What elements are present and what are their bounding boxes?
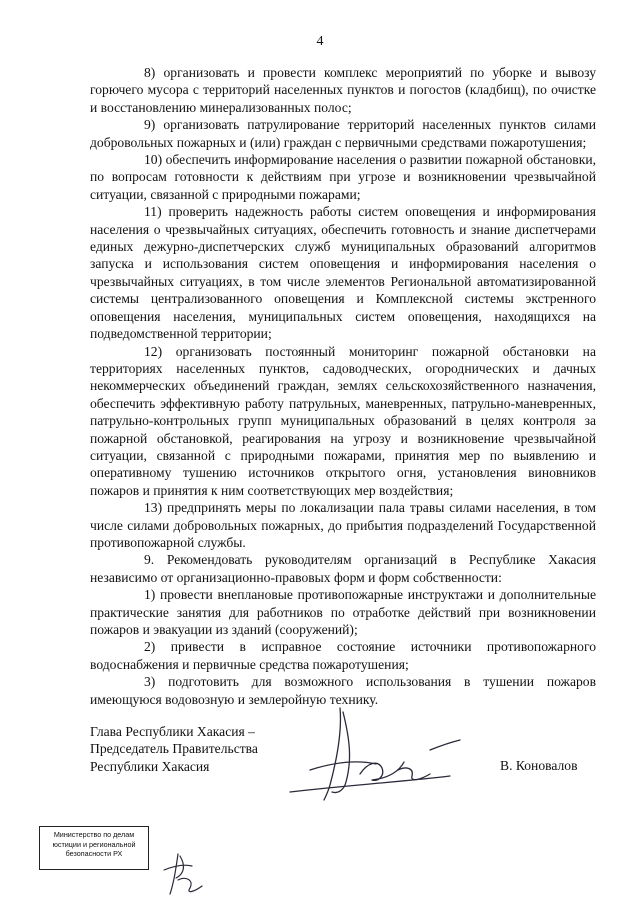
paragraph-item-13: 13) предпринять меры по локализации пала травы силами населения, в том числе силами добровольных пожарных, до прибытия подразделений Государственной противопожарной службы. — [90, 500, 596, 550]
signatory-title-line: Глава Республики Хакасия – — [90, 724, 255, 739]
paragraph-item-9: 9) организовать патрулирование территорий населенных пунктов силами добровольных пожарных и (или) граждан с первичными средствами пожаротушения; — [90, 117, 596, 150]
paragraph-item-12: 12) организовать постоянный мониторинг пожарной обстановки на территориях населенных пунктов, садоводческих, огороднических и дачных некоммерческих объединений граждан, землях сельскохозяйственного назначения, обеспечить эффективную работу патрульных, маневренных, патрульно-маневренных, патрульно-контрольных групп муниципальных образований в целях контроля за пожарной обстановкой, реагирования на угрозу и возникновение чрезвычайной ситуации, связанной с природными пожарами, принятия мер по выявлению и оперативному тушению источников открытого огня, установления виновников пожаров и принятия к ним соответствующих мер воздействия; — [90, 343, 596, 498]
page-number: 4 — [316, 34, 324, 49]
registration-stamp — [39, 826, 149, 870]
document-body — [90, 64, 596, 708]
signatory-name: В. Коновалов — [500, 758, 578, 773]
paragraph-item-10: 10) обеспечить информирование населения о развитии пожарной обстановки, по вопросам готовности к действиям при угрозе и возникновении чрезвычайной ситуации, связанной с природными пожарами; — [90, 152, 596, 202]
signatory-title-line: Председатель Правительства — [90, 741, 258, 757]
paragraph-item-8: 8) организовать и провести комплекс мероприятий по уборке и вывозу горючего мусора с территорий населенных пунктов и погостов (кладбищ), по очистке и восстановлению минерализованных полос; — [90, 65, 596, 115]
paragraph-section-9: 9. Рекомендовать руководителям организаций в Республике Хакасия независимо от организационно-правовых форм и форм собственности: — [90, 552, 596, 585]
handwritten-signature — [280, 700, 480, 810]
paragraph-item-11: 11) проверить надежность работы систем оповещения и информирования населения о чрезвычайных ситуациях, обеспечить готовность и знание диспетчерами единых дежурно-диспетчерских служб муниципальных образований алгоритмов запуска и использования систем оповещения и информирования населения о чрезвычайных ситуациях, в том числе элементов Региональной автоматизированной системы централизованного оповещения и Комплексной системы экстренного оповещения населения, муниципальных систем оповещения, находящихся на подведомственной территории; — [90, 204, 596, 342]
signatory-title-line: Республики Хакасия — [90, 758, 210, 774]
paragraph-sub-3: 3) подготовить для возможного использования в тушении пожаров имеющуюся водовозную и землеройную технику. — [90, 674, 596, 707]
paragraph-sub-1: 1) провести внеплановые противопожарные инструктажи и дополнительные практические занятия для работников по отработке действий при возникновении пожаров и эвакуации из зданий (сооружений); — [90, 587, 596, 637]
paragraph-sub-2: 2) привести в исправное состояние источники противопожарного водоснабжения и первичные средства пожаротушения; — [90, 639, 596, 672]
stamp-line: юстиции и региональной — [52, 839, 136, 849]
stamp-line: Министерство по делам — [53, 830, 135, 839]
stamp-line: безопасности РХ — [65, 849, 123, 858]
signatory-title — [90, 723, 290, 775]
handwritten-initials — [160, 848, 210, 898]
